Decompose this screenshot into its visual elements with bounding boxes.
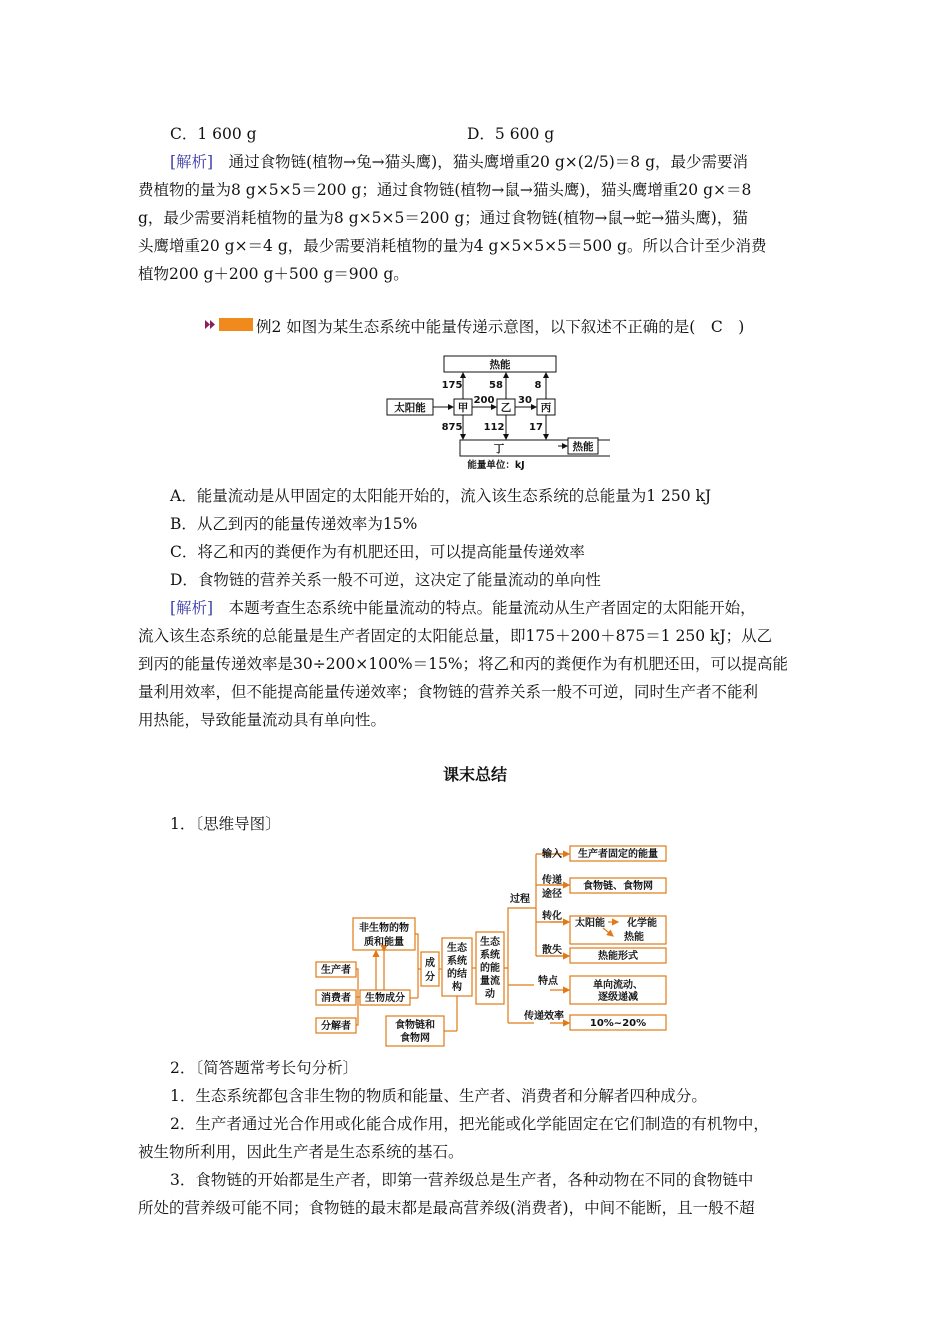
transform-box-label-2: 化学能 [627, 918, 657, 929]
components-label-1: 成 [425, 958, 435, 969]
value-jia-yi: 200 [473, 395, 495, 406]
analysis-tag: [解析] [170, 599, 214, 617]
point-2: 2．生产者通过光合作用或化能合成作用，把光能或化学能固定在它们制造的有机物中， [170, 1115, 769, 1133]
structure-label-3: 的结 [447, 969, 467, 980]
efficiency-box-label: 10%~20% [589, 1018, 647, 1029]
section-mindmap-heading: 1．〔思维导图〕 [170, 815, 281, 833]
energy-unit: 能量单位：kJ [467, 460, 525, 470]
analysis2-line-5: 用热能，导致能量流动具有单向性。 [138, 711, 387, 729]
energy-flow-label-2: 系统 [480, 950, 500, 961]
point-3: 3．食物链的开始都是生产者，即第一营养级总是生产者，各种动物在不同的食物链中 [170, 1171, 754, 1189]
abiotic-label-1: 非生物的物 [359, 923, 409, 934]
transfer-label-1: 传递 [542, 875, 562, 886]
mind-map [308, 838, 673, 1050]
dissipate-box-label: 热能形式 [598, 951, 638, 962]
transform-box-label-1: 太阳能 [575, 918, 605, 929]
analysis1-line-3: g，最少需要消耗植物的量为8 g×5×5＝200 g；通过食物链(植物→鼠→蛇→猫头鹰)，猫 [138, 209, 748, 227]
structure-label-2: 系统 [447, 956, 467, 967]
process-label: 过程 [510, 894, 530, 905]
food-web-label-1: 食物链和 [395, 1020, 435, 1031]
decomposer-label: 分解者 [321, 1021, 351, 1032]
option-c: C．1 600 g [170, 125, 257, 143]
value-jia-heat: 175 [441, 380, 463, 391]
example2-question: 例2 如图为某生态系统中能量传递示意图，以下叙述不正确的是( C ) [256, 318, 745, 336]
food-web-label-2: 食物网 [400, 1033, 430, 1044]
analysis1-line-2: 费植物的量为8 g×5×5＝200 g；通过食物链(植物→鼠→猫头鹰)，猫头鹰增重20 g×＝8 [138, 181, 752, 199]
point-1: 1．生态系统都包含非生物的物质和能量、生产者、消费者和分解者四种成分。 [170, 1087, 707, 1105]
heat-top-label: 热能 [489, 359, 511, 371]
heat-right-label: 热能 [572, 441, 594, 453]
summary-title: 课末总结 [442, 765, 507, 784]
transfer-label-2: 途径 [542, 889, 562, 900]
jia-label: 甲 [457, 402, 469, 414]
consumer-label: 消费者 [321, 993, 351, 1004]
producer-label: 生产者 [321, 965, 351, 976]
analysis2-line-1: [解析] 本题考查生态系统中能量流动的特点。能量流动从生产者固定的太阳能开始， [170, 599, 756, 617]
yi-label: 乙 [500, 402, 512, 414]
option-d: D．5 600 g [467, 125, 555, 143]
value-jia-ding: 875 [441, 422, 463, 433]
biotic-label: 生物成分 [365, 993, 405, 1004]
transform-box-label-3: 热能 [624, 932, 644, 943]
energy-flow-label-3: 的能 [480, 963, 500, 974]
efficiency-label: 传递效率 [524, 1011, 564, 1022]
abiotic-label-2: 质和能量 [364, 937, 404, 948]
choice-a: A．能量流动是从甲固定的太阳能开始的，流入该生态系统的总能量为1 250 kJ [170, 487, 712, 505]
choice-c: C．将乙和丙的粪便作为有机肥还田，可以提高能量传递效率 [170, 543, 585, 561]
energy-flow-label-5: 动 [485, 989, 495, 1000]
point-3-cont: 所处的营养级可能不同；食物链的最末都是最高营养级(消费者)，中间不能断，且一般不超 [138, 1199, 755, 1217]
analysis2-line-2: 流入该生态系统的总能量是生产者固定的太阳能总量，即175＋200＋875＝1 250 kJ；从乙 [138, 627, 773, 645]
structure-label-4: 构 [452, 982, 462, 993]
example-badge-icon [205, 317, 253, 332]
value-yi-ding: 112 [483, 422, 505, 433]
bing-label: 丙 [540, 402, 552, 414]
section-sentences-heading: 2．〔简答题常考长句分析〕 [170, 1059, 359, 1077]
components-label-2: 分 [425, 972, 435, 983]
energy-transfer-diagram [380, 352, 610, 470]
value-yi-heat: 58 [489, 380, 503, 391]
transfer-box-label: 食物链、食物网 [583, 881, 653, 892]
ding-label: 丁 [493, 443, 505, 455]
analysis2-line-3: 到丙的能量传递效率是30÷200×100%＝15%；将乙和丙的粪便作为有机肥还田，可以提高能 [138, 655, 789, 673]
energy-flow-label-4: 量流 [480, 976, 500, 987]
value-bing-heat: 8 [534, 380, 542, 391]
analysis-tag: [解析] [170, 153, 214, 171]
feature-label: 特点 [538, 976, 558, 987]
sun-label: 太阳能 [394, 402, 426, 414]
analysis1-line-1: [解析] 通过食物链(植物→兔→猫头鹰)，猫头鹰增重20 g×(2/5)＝8 g，最少需要消 [170, 153, 749, 171]
analysis2-line-4: 量利用效率，但不能提高能量传递效率；食物链的营养关系一般不可逆，同时生产者不能利 [138, 683, 759, 701]
transform-label: 转化 [542, 911, 562, 922]
energy-flow-label-1: 生态 [480, 937, 500, 948]
choice-b: B．从乙到丙的能量传递效率为15% [170, 515, 418, 533]
value-yi-bing: 30 [518, 395, 532, 406]
dissipate-label: 散失 [542, 945, 562, 956]
analysis1-line-5: 植物200 g＋200 g＋500 g＝900 g。 [138, 265, 409, 283]
choice-d: D．食物链的营养关系一般不可逆，这决定了能量流动的单向性 [170, 571, 601, 589]
value-bing-ding: 17 [529, 422, 543, 433]
feature-box-label-2: 逐级递减 [598, 992, 638, 1003]
input-box-label: 生产者固定的能量 [578, 849, 658, 860]
point-2-cont: 被生物所利用，因此生产者是生态系统的基石。 [138, 1143, 464, 1161]
analysis1-line-4: 头鹰增重20 g×＝4 g，最少需要消耗植物的量为4 g×5×5×5＝500 g。所以合计至少消费 [138, 237, 767, 255]
structure-label-1: 生态 [447, 943, 467, 954]
input-label: 输入 [542, 849, 562, 860]
feature-box-label-1: 单向流动、 [593, 980, 643, 991]
